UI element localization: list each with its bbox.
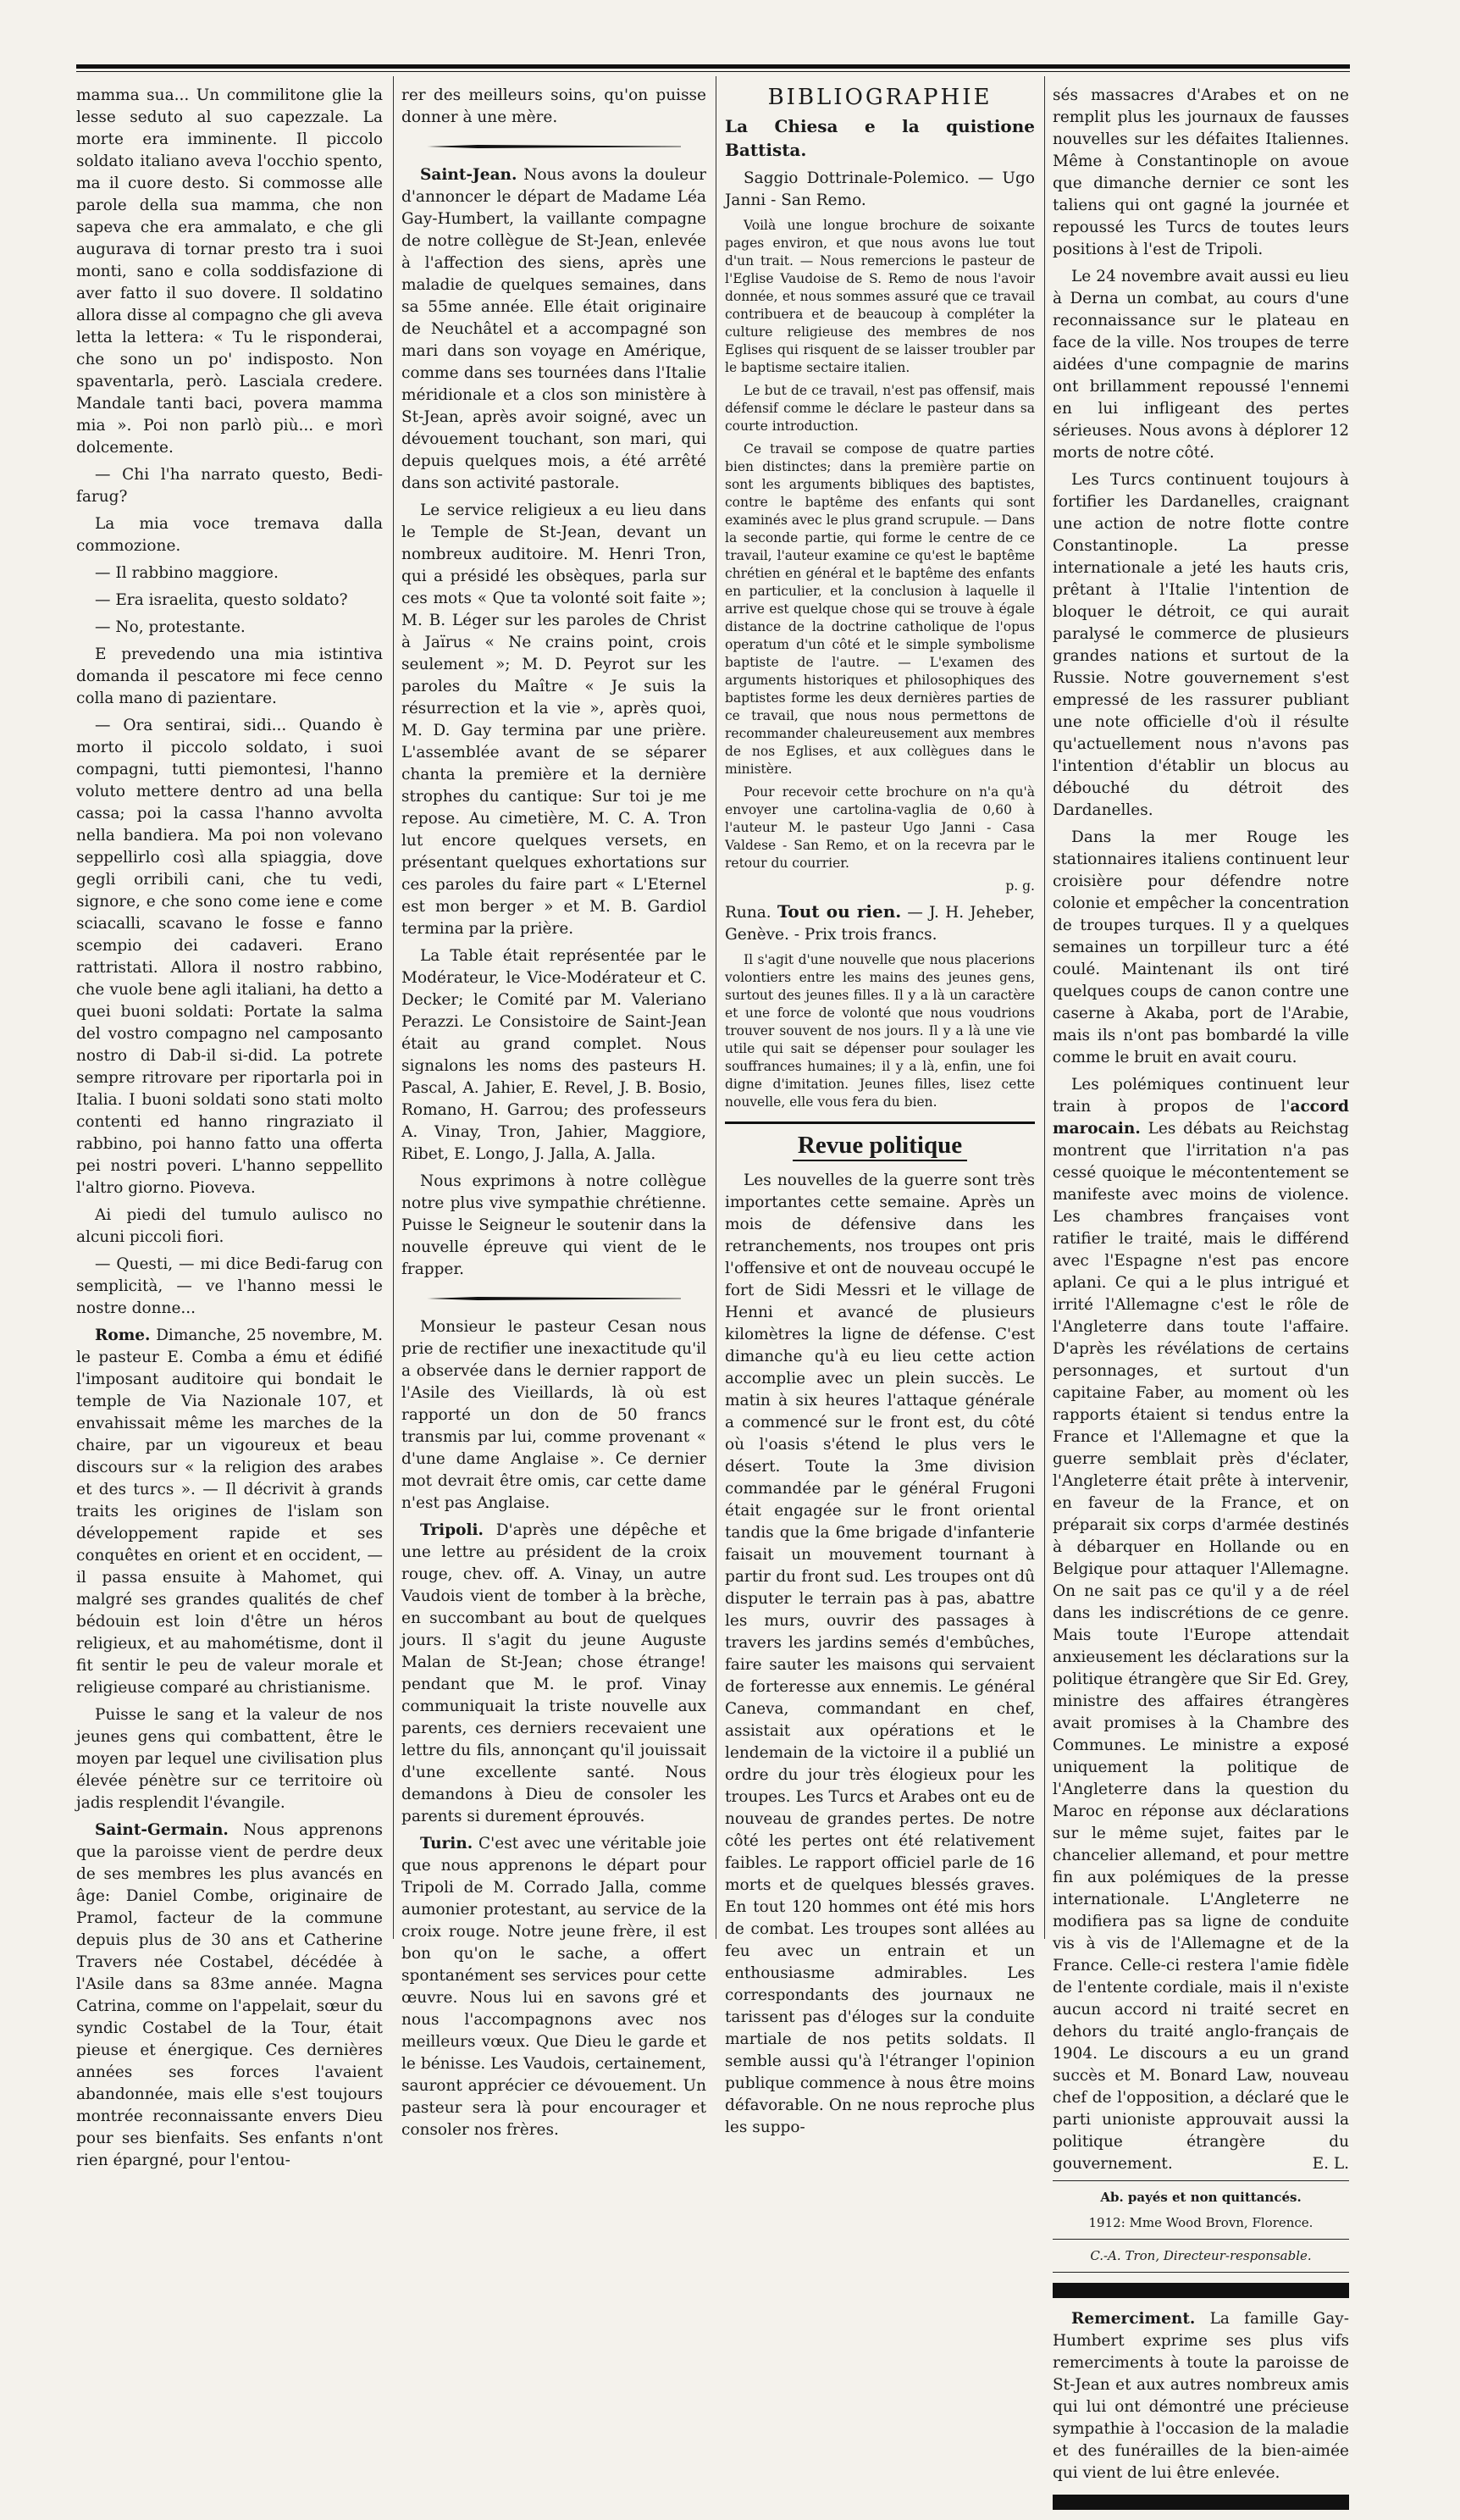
review-signature: p. g.: [1005, 878, 1035, 894]
divider: [1053, 2180, 1349, 2181]
revue-politique-heading: Revue politique: [797, 1132, 963, 1159]
paragraph: — Questi, — mi dice Bedi-farug con semplicità, — ve l'hanno messi le nostre donne...: [76, 1255, 383, 1317]
paragraph: — Il rabbino maggiore.: [95, 564, 279, 582]
column-divider: [393, 76, 394, 1939]
paragraph: — Ora sentirai, sidi... Quando è morto il piccolo soldato, i suoi compagni, tutti piemontesi, l'hanno voluto mettere dentro ad una bella cassa; poi la cassa l'hanno avvolta nella bandiera. Ma poi non volevano seppellirlo così alla spiaggia, dove gegli orribili cani, che tu vedi, signore, e che sono come iene e come sciacalli, scavano le fosse e fanno scempio dei cadaveri. Erano rattristati. Allora il nostro rabbino, che vuole bene agli italiani, ha detto a quei buoni soldati: Portate la salma del vostro compagno nel camposanto nostro di Dab-il si-did. La potrete sempre ritrovare per riportarla poi in Italia. I buoni soldati sono stati molto contenti ed hanno ringraziato il rabbino, poi hanno fatto una offerta pei nostri poveri. L'hanno seppellito l'altro giorno. Pioveva.: [76, 717, 383, 1197]
news-text: Nous apprenons que la paroisse vient de perdre deux de ses membres les plus avancés en âge: Daniel Combe, originaire de Pramol, facteur de la commune depuis plus de 30 ans et Catherine Travers née Costabel, décédée à l'Asile dans sa 83me année. Magna Catrina, comme on l'appelait, sœur du syndic Costabel de la Tour, était pieuse et énergique. Ces dernières années ses forces l'avaient abandonnée, mais elle s'est toujours montrée reconnaissante envers Dieu pour ses bienfaits. Ses enfants n'ont rien épargné, pour l'entou-: [76, 1821, 383, 2169]
book-title-text: La Chiesa e la quistione Battista.: [725, 116, 1035, 160]
review-paragraph: Il s'agit d'une nouvelle que nous placerions volontiers entre les mains des jeunes gens, surtout des jeunes filles. Il y a là un caractère et une force de volonté que nous voudrions trouver souvent de nos jours. Il y a là une vie utile qui sait se dépenser pour soulager les souffrances humaines; il y a là, enfin, une foi digne d'imitation. Jeunes filles, lisez cette nouvelle, elle vous fera du bien.: [725, 952, 1035, 1110]
column-2: [401, 85, 706, 2146]
paragraph: Le 24 novembre avait aussi eu lieu à Derna un combat, au cours d'une reconnaissance sur le plateau en face de la ville. Nos troupes de terre aidées d'une compagnie de marins ont brillamment repoussé l'ennemi en lui infligeant des pertes sérieuses. Nous avons à déplorer 12 morts de notre côté.: [1053, 268, 1349, 462]
director-line: C.-A. Tron, Directeur-responsable.: [1090, 2248, 1312, 2263]
news-lead: Tripoli.: [420, 1521, 484, 1539]
news-item-saint-germain: [76, 1819, 383, 2172]
paragraph: Monsieur le pasteur Cesan nous prie de rectifier une inexactitude qu'il a observée dans le dernier rapport de l'Asile des Vieillards, là où est rapporté un don de 50 francs transmis par lui, comme provenant « d'une dame Anglaise ». Ce dernier mot devrait être omis, car cette dame n'est pas Anglaise.: [401, 1318, 706, 1512]
paragraph: E prevedendo una mia istintiva domanda il pescatore mi fece cenno colla mano di pazientare.: [76, 645, 383, 707]
column-3: [725, 85, 1035, 2144]
news-lead: Rome.: [95, 1326, 151, 1344]
paragraph: Puisse le sang et la valeur de nos jeunes gens qui combattent, être le moyen par lequel une civilisation plus élevée pénètre sur ce territoire où jadis resplendit l'évangile.: [76, 1706, 383, 1812]
review-paragraph: Le but de ce travail, n'est pas offensif, mais défensif comme le déclare le pasteur dans sa courte introduction.: [725, 383, 1035, 434]
news-lead: Saint-Germain.: [95, 1821, 229, 1839]
paragraph: — Chi l'ha narrato questo, Bedi-farug?: [76, 466, 383, 506]
section-separator: [401, 1289, 706, 1308]
paragraph: rer des meilleurs soins, qu'on puisse donner à une mère.: [401, 86, 706, 126]
header-rule-thin: [76, 71, 1350, 72]
header-rule-thick: [76, 64, 1350, 69]
subscriptions-line: 1912: Mme Wood Brovn, Florence.: [1088, 2215, 1313, 2230]
paragraph: mamma sua... Un commilitone glie la lesse seduto al suo capezzale. La morte era imminente. Il piccolo soldato italiano aveva l'occhio spento, ma il cuore desto. Si commosse alle parole della sua mamma, che non sapeva che era ammalato, e che gli augurava di tornar presto tra i suoi monti, sano e colla soddisfazione di aver fatto il suo dovere. Il soldatino allora disse al compagno che gli aveva letta la lettera: « Tu le risponderai, che sono un po' indisposto. Non spaventarla, però. Lasciala credere. Mandale tanti baci, povera mamma mia ». Poi non parlò più... e morì dolcemente.: [76, 86, 383, 457]
black-bar: [1053, 2283, 1349, 2298]
news-lead: Turin.: [420, 1835, 473, 1853]
book-subtitle: — J. H. Jeheber, Genève. - Prix trois francs.: [725, 904, 1035, 944]
author-signature: E. L.: [1312, 2155, 1349, 2173]
paragraph: — Era israelita, questo soldato?: [95, 591, 348, 609]
review-paragraph: Ce travail se compose de quatre parties bien distinctes; dans la première partie on sont les arguments bibliques des baptistes, contre le baptême des enfants qui sont examinés avec le plus grand scrupule. — Dans la seconde partie, qui forme le centre de ce travail, l'auteur examine ce qu'est le baptême chrétien en général et le baptême des enfants en particulier, et la conclusion à laquelle il arrive est quelque chose qui se trouve à égale distance de la doctrine catholique de l'opus operatum d'un côté et le simple symbolisme baptiste de l'autre. — L'examen des arguments historiques et philosophiques des baptistes forme les deux dernières parties de ce travail, que nous nous permettons de recommander chaleureusement aux membres de nos Eglises, et aux collègues dans le ministère.: [725, 441, 1035, 777]
review-paragraph: Pour recevoir cette brochure on n'a qu'à envoyer une cartolina-vaglia de 0,60 à l'auteur M. le pasteur Ugo Janni - Casa Valdese - San Remo, et on la recevra par le retour du courrier.: [725, 784, 1035, 871]
book-title: [725, 115, 1035, 163]
news-lead: Saint-Jean.: [420, 166, 517, 184]
column-divider: [1044, 76, 1045, 1939]
divider: [1053, 2239, 1349, 2240]
divider: [1053, 2272, 1349, 2273]
news-item-tripoli: [401, 1520, 706, 1828]
paragraph: La Table était représentée par le Modérateur, le Vice-Modérateur et C. Decker; le Comité par M. Valeriano Perazzi. Le Consistoire de Saint-Jean était au grand complet. Nous signalons les noms des pasteurs H. Pascal, A. Jahier, E. Revel, J. B. Bosio, Romano, H. Garrou; des professeurs A. Vinay, Tron, Jahier, Maggiore, Ribet, E. Longo, J. Jalla, A. Jalla.: [401, 947, 706, 1163]
column-4: [1053, 85, 1349, 2520]
bibliographie-heading: BIBLIOGRAPHIE: [767, 85, 993, 110]
paragraph: [1053, 1074, 1349, 2175]
text-run-bold: accord marocain.: [1053, 1098, 1349, 1138]
remerciment-notice: [1053, 2308, 1349, 2484]
book-title: [725, 900, 1035, 946]
paragraph: Les Turcs continuent toujours à fortifier les Dardanelles, craignant une action de notre flotte contre Constantinople. La presse internationale a jeté les hauts cris, prêtant à l'Italie l'intention de bloquer le détroit, ce qui aurait paralysé le commerce de plusieurs grandes nations et surtout de la Russie. Notre gouvernement s'est empressé de les rassurer publiant une note officielle d'où il résulte qu'actuellement nous n'avons pas l'intention d'établir un blocus au débouché du détroit des Dardanelles.: [1053, 471, 1349, 819]
notice-lead: Remerciment.: [1071, 2310, 1196, 2328]
text-run: Les polémiques continuent leur train à propos de l': [1053, 1076, 1349, 1116]
book-subtitle: Saggio Dottrinale-Polemico. — Ugo Janni - San Remo.: [725, 169, 1035, 209]
text-run: Les débats au Reichstag montrent que l'irritation n'a pas cessé quoique le mécontentement se manifeste avec moins de violence. Les chambres françaises vont ratifier le traité, mais le différend avec l'Espagne n'est pas encore aplani. Ce qui a le plus intrigué et irrité l'Allemagne c'est le rôle de l'Angleterre dans toute l'affaire. D'après les révélations de certains personnages, et surtout d'un capitaine Faber, au moment où les rapports étaient si tendus entre la France et l'Allemagne et que la guerre semblait près d'éclater, l'Angleterre était prête à intervenir, en faveur de la France, et on préparait six corps d'armée destinés à débarquer en Hollande ou en Belgique pour attaquer l'Allemagne. On ne sait pas ce qu'il y a de réel dans les indiscrétions de ce genre. Mais toute l'Europe attendait anxieusement les déclarations sur la politique étrangère que Sir Ed. Grey, ministre des affaires étrangères avait promises à la Chambre des Communes. Le ministre a exposé uniquement la politique de l'Angleterre dans la question du Maroc en réponse aux déclarations sur le même sujet, faites par le chancelier allemand, et pour mettre fin aux polémiques de la presse internationale. L'Angleterre ne modifiera pas sa ligne de conduite vis à vis de l'Allemagne et de la France. Celle-ci restera l'amie fidèle de l'entente cordiale, mais il n'existe aucun accord ni traité secret en dehors du traité anglo-français de 1904. Le discours a eu un grand succès et M. Bonard Law, nouveau chef de l'opposition, a déclaré que le parti unioniste approuvait aussi la politique étrangère du gouvernement.: [1053, 1120, 1349, 2173]
news-item-turin: [401, 1833, 706, 2141]
paragraph: sés massacres d'Arabes et on ne remplit plus les journaux de fausses nouvelles sur les défaites Italiennes. Même à Constantinople on avoue que dimanche dernier ce sont les taliens qui ont gagné la journée et repoussé les Turcs de toutes leurs positions à l'est de Tripoli.: [1053, 86, 1349, 258]
book-prefix: Runa.: [725, 904, 771, 922]
paragraph: Ai piedi del tumulo aulisco no alcuni piccoli fiori.: [76, 1206, 383, 1246]
news-item-rome: [76, 1325, 383, 1699]
news-item-saint-jean: [401, 164, 706, 495]
book-title-text: Tout ou rien.: [777, 901, 902, 922]
section-rule: [725, 1122, 1035, 1124]
paragraph: Le service religieux a eu lieu dans le Temple de St-Jean, devant un nombreux auditoire. M. Henri Tron, qui a présidé les obsèques, parla sur ces mots « Que ta volonté soit faite »; M. B. Léger sur les paroles de Christ à Jaïrus « Ne crains point, crois seulement »; M. D. Peyrot sur les paroles du Maître « Je suis la résurrection et la vie », après quoi, M. D. Gay termina par une prière. L'assemblée avant de se séparer chanta la première et la dernière strophes du cantique: Sur toi je me repose. Au cimetière, M. C. A. Tron lut encore quelques versets, en présentant quelques exhortations sur ces paroles du faire part « L'Eternel est mon berger » et M. B. Gardiol termina par la prière.: [401, 501, 706, 938]
subscriptions-heading: Ab. payés et non quittancés.: [1100, 2190, 1302, 2205]
news-text: C'est avec une véritable joie que nous apprenons le départ pour Tripoli de M. Corrado Jalla, comme aumonier protestant, au service de la croix rouge. Notre jeune frère, il est bon qu'on le sache, a offert spontanément ses services pour cette œuvre. Nous lui en savons gré et nous l'accompagnons avec nos meilleurs vœux. Que Dieu le garde et le bénisse. Les Vaudois, certainement, sauront apprécier ce dévouement. Un pasteur sera là pour encourager et consoler nos frères.: [401, 1835, 706, 2139]
column-1: [76, 85, 383, 2177]
paragraph: Dans la mer Rouge les stationnaires italiens continuent leur croisière pour défendre notre colonie et empêcher la concentration de troupes turques. Il y a quelques semaines un torpilleur turc a été coulé. Maintenant ils ont tiré quelques coups de canon contre une caserne à Akaba, port de l'Arabie, mais ils n'ont pas bombardé la ville comme le bruit en avait couru.: [1053, 828, 1349, 1066]
news-text: Nous avons la douleur d'annoncer le départ de Madame Léa Gay-Humbert, la vaillante compagne de notre collègue de St-Jean, enlevée à l'affection des siens, après une maladie de quelques semaines, dans sa 55me année. Elle était originaire de Neuchâtel et a accompagné son mari dans son voyage en Amérique, comme dans ses tournées dans l'Italie méridionale et a clos son ministère à St-Jean, après avoir soigné, avec un dévouement touchant, son mari, qui depuis quelques mois, a été arrêté dans son activité pastorale.: [401, 166, 706, 492]
paragraph: — No, protestante.: [95, 618, 246, 636]
review-paragraph: Voilà une longue brochure de soixante pages environ, et que nous avons lue tout d'un trait. — Nous remercions le pasteur de l'Eglise Vaudoise de S. Remo de nous l'avoir donnée, et nous sommes assuré que ce travail contribuera et de beaucoup à compléter la culture religieuse des membres de nos Eglises qui risquent de se laisser troubler par le baptisme sectaire italien.: [725, 218, 1035, 375]
paragraph: Les nouvelles de la guerre sont très importantes cette semaine. Après un mois de défensive dans les retranchements, nos troupes ont pris l'offensive et ont de nouveau occupé le fort de Sidi Messri et le village de Henni et avancé de plusieurs kilomètres la ligne de défense. C'est dimanche qu'à eu lieu cette action accomplie avec un plein succès. Le matin à six heures l'attaque générale a commencé sur le front est, du côté où l'oasis s'étend le plus vers le désert. Toute la 3me division commandée par le général Frugoni était engagée sur le front oriental tandis que la 6me brigade d'infanterie faisait un mouvement tournant à partir du front sud. Les troupes ont dû disputer le terrain pas à pas, abattre les murs, ouvrir des passages à travers les jardins semés d'embûches, faire sauter les maisons qui servaient de forteresse aux ennemis. Le général Caneva, commandant en chef, assistait aux opérations et le lendemain de la victoire il a publié un ordre du jour très élogieux pour les troupes. Les Turcs et Arabes ont eu de nouveau de grandes pertes. De notre côté les pertes ont été relativement faibles. Le rapport officiel parle de 16 morts et de quelques blessés graves. En tout 120 hommes ont été mis hors de combat. Les troupes sont allées au feu avec un entrain et un enthousiasme admirables. Les correspondants des journaux ne tarissent pas d'éloges sur la conduite martiale de nos petits soldats. Il semble aussi qu'à l'étranger l'opinion publique commence à nous être moins défavorable. On ne nous reproche plus les suppo-: [725, 1171, 1035, 2136]
paragraph: Nous exprimons à notre collègue notre plus vive sympathie chrétienne. Puisse le Seigneur le soutenir dans la nouvelle épreuve qui vient de le frapper.: [401, 1172, 706, 1278]
black-bar: [1053, 2495, 1349, 2510]
news-text: D'après une dépêche et une lettre au président de la croix rouge, chev. off. A. Vinay, un autre Vaudois vient de tomber à la brèche, en succombant au bout de quelques jours. Il s'agit du jeune Auguste Malan de St-Jean; chose étrange! pendant que M. le prof. Vinay communiquait la triste nouvelle aux parents, ces derniers recevaient une lettre du fils, annonçant qu'il jouissait d'une excellente santé. Nous demandons à Dieu de consoler les parents si durement éprouvés.: [401, 1521, 706, 1825]
section-separator: [401, 137, 706, 156]
notice-text: La famille Gay-Humbert exprime ses plus vifs remerciments à toute la paroisse de St-Jean et aux autres nombreux amis qui lui ont démontré une précieuse sympathie à l'occasion de la maladie et des funérailles de la bien-aimée qui vient de lui être enlevée.: [1053, 2310, 1349, 2482]
news-text: Dimanche, 25 novembre, M. le pasteur E. Comba a ému et édifié l'imposant auditoire qui bondait le temple de Via Nazionale 107, et envahissait même les marches de la chaire, par un vigoureux et beau discours sur « la religion des arabes et des turcs ». — Il décrivit à grands traits les origines de l'islam son développement rapide et ses conquêtes en orient et en occident, — il passa ensuite à Mahomet, qui malgré ses grandes qualités de chef bédouin est loin d'être un héros religieux, et au mahométisme, dont il fit sentir le peu de valeur morale et religieuse comparé au christianisme.: [76, 1326, 383, 1697]
heading-underline: [793, 1160, 967, 1161]
paragraph: La mia voce tremava dalla commozione.: [76, 515, 383, 555]
